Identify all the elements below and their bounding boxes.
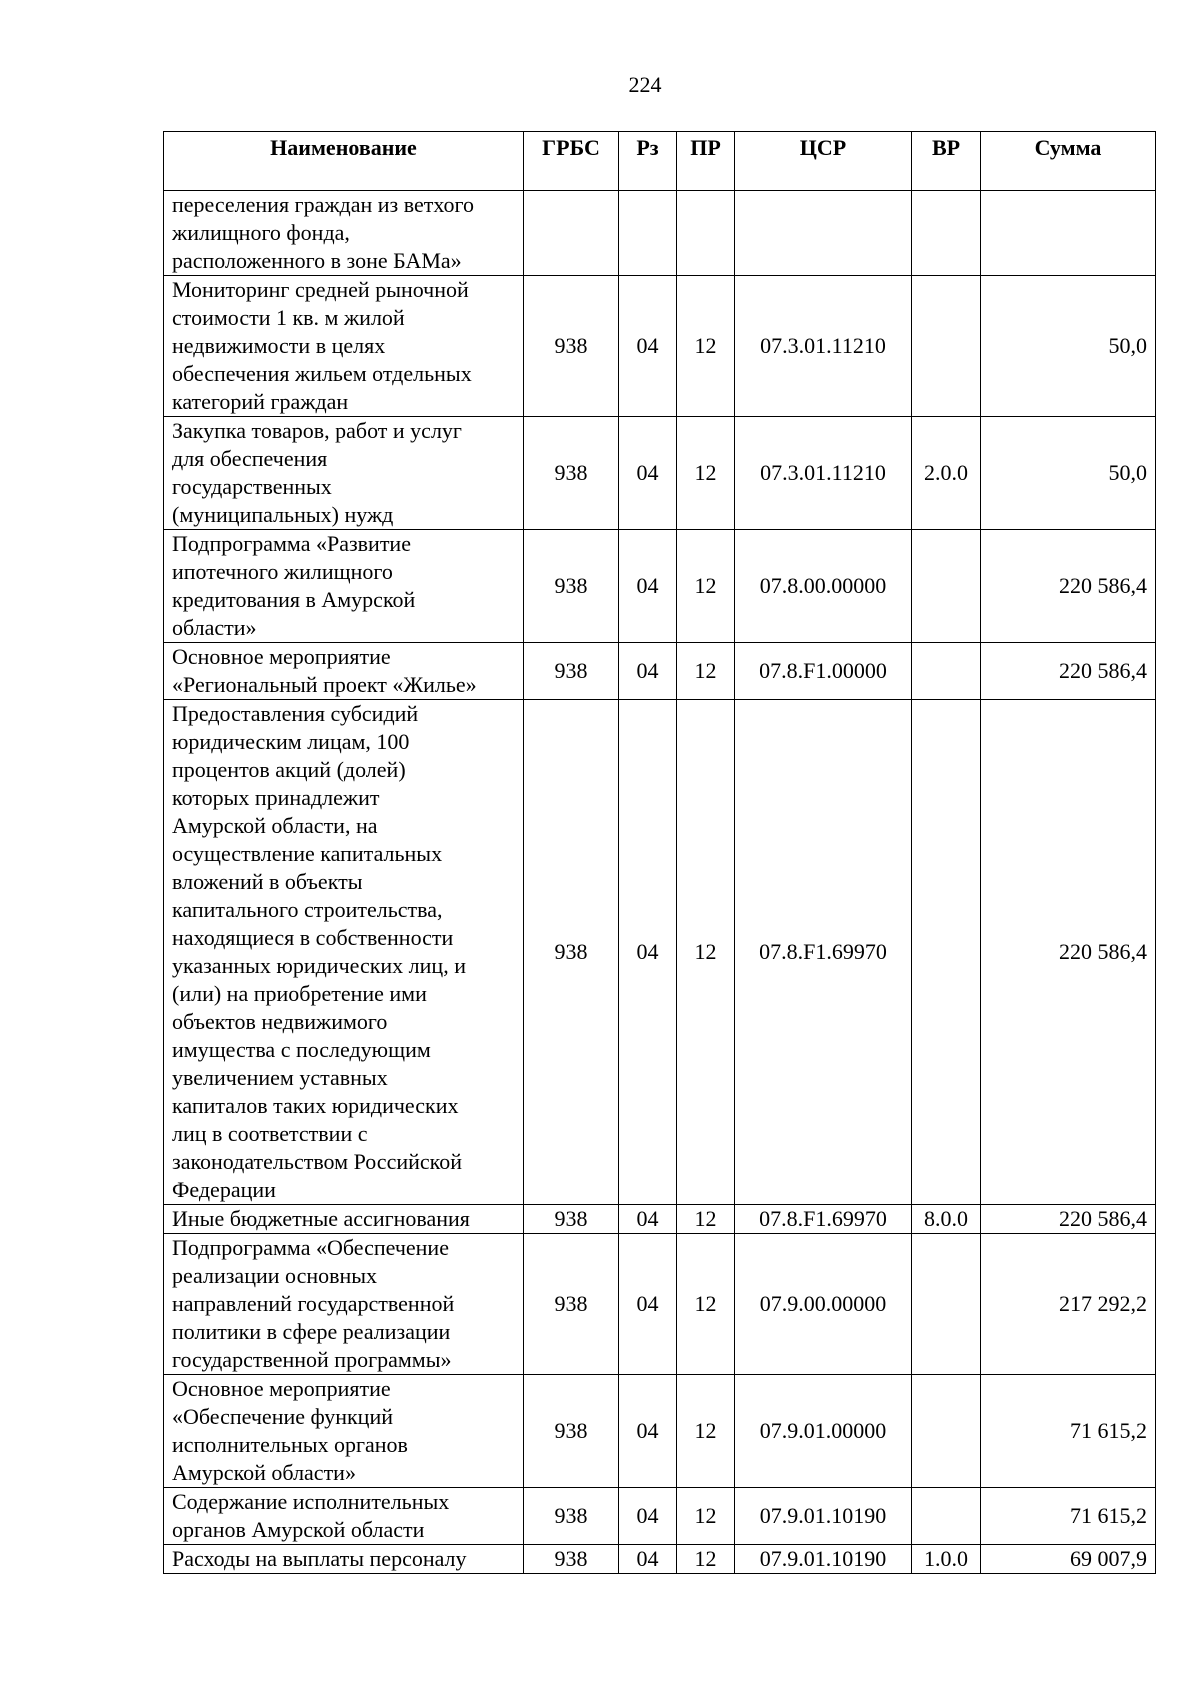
row-grbs-cell: 938 <box>524 643 619 700</box>
row-pr-cell: 12 <box>677 276 735 417</box>
row-rz-cell: 04 <box>619 643 677 700</box>
header-sum: Сумма <box>981 132 1156 191</box>
row-csr-cell: 07.8.F1.00000 <box>735 643 912 700</box>
row-vr-cell: 8.0.0 <box>912 1205 981 1234</box>
row-sum-cell: 220 586,4 <box>981 1205 1156 1234</box>
row-name-cell <box>164 1234 524 1375</box>
row-pr-cell: 12 <box>677 1545 735 1574</box>
row-vr-cell <box>912 1234 981 1375</box>
row-name-cell <box>164 1205 524 1234</box>
row-grbs-cell: 938 <box>524 1375 619 1488</box>
row-grbs-cell: 938 <box>524 700 619 1205</box>
row-sum-cell: 71 615,2 <box>981 1488 1156 1545</box>
row-rz-cell <box>619 191 677 276</box>
page-number: 224 <box>628 72 662 97</box>
row-name-cell <box>164 191 524 276</box>
table-row <box>164 191 1156 276</box>
row-csr-cell: 07.8.00.00000 <box>735 530 912 643</box>
row-vr-cell <box>912 1375 981 1488</box>
row-pr-cell: 12 <box>677 417 735 530</box>
row-pr-cell: 12 <box>677 1375 735 1488</box>
budget-table <box>163 131 1156 1574</box>
row-sum-cell: 71 615,2 <box>981 1375 1156 1488</box>
header-csr: ЦСР <box>735 132 912 191</box>
row-csr-cell <box>735 191 912 276</box>
row-name-cell <box>164 643 524 700</box>
row-name-cell <box>164 276 524 417</box>
row-grbs-cell: 938 <box>524 1545 619 1574</box>
table-row <box>164 530 1156 643</box>
row-vr-cell <box>912 530 981 643</box>
row-name-cell <box>164 1545 524 1574</box>
table-body <box>164 191 1156 1574</box>
row-csr-cell: 07.9.01.10190 <box>735 1488 912 1545</box>
row-pr-cell: 12 <box>677 530 735 643</box>
row-pr-cell: 12 <box>677 1205 735 1234</box>
row-rz-cell: 04 <box>619 276 677 417</box>
row-name-cell <box>164 417 524 530</box>
row-csr-cell: 07.9.01.10190 <box>735 1545 912 1574</box>
row-sum-cell: 220 586,4 <box>981 700 1156 1205</box>
row-vr-cell <box>912 700 981 1205</box>
table-row <box>164 276 1156 417</box>
row-name-text: Подпрограмма «Развитие ипотечного жилищного кредитования в Амурской области» <box>172 531 416 640</box>
row-csr-cell: 07.9.01.00000 <box>735 1375 912 1488</box>
table-row <box>164 1205 1156 1234</box>
table-row <box>164 1488 1156 1545</box>
row-pr-cell: 12 <box>677 700 735 1205</box>
row-name-text: Содержание исполнительных органов Амурской области <box>172 1489 450 1542</box>
table-header-row <box>164 132 1156 191</box>
row-rz-cell: 04 <box>619 1205 677 1234</box>
row-grbs-cell <box>524 191 619 276</box>
row-name-text: Расходы на выплаты персоналу <box>172 1546 467 1571</box>
row-name-text: Мониторинг средней рыночной стоимости 1 кв. м жилой недвижимости в целях обеспечения жильем отдельных категорий граждан <box>172 277 472 414</box>
row-name-text: Основное мероприятие «Региональный проект «Жилье» <box>172 644 477 697</box>
row-grbs-cell: 938 <box>524 417 619 530</box>
row-csr-cell: 07.8.F1.69970 <box>735 700 912 1205</box>
row-sum-cell: 50,0 <box>981 276 1156 417</box>
row-vr-cell <box>912 276 981 417</box>
table-row <box>164 1375 1156 1488</box>
row-name-cell <box>164 530 524 643</box>
row-vr-cell <box>912 1488 981 1545</box>
row-name-cell <box>164 700 524 1205</box>
row-name-text: Иные бюджетные ассигнования <box>172 1206 470 1231</box>
row-csr-cell: 07.3.01.11210 <box>735 417 912 530</box>
header-vr: ВР <box>912 132 981 191</box>
table-row <box>164 417 1156 530</box>
row-pr-cell <box>677 191 735 276</box>
row-sum-cell <box>981 191 1156 276</box>
row-name-text: переселения граждан из ветхого жилищного фонда, расположенного в зоне БАМа» <box>172 192 475 273</box>
row-name-text: Закупка товаров, работ и услуг для обеспечения государственных (муниципальных) нужд <box>172 418 462 527</box>
header-name: Наименование <box>164 132 524 191</box>
row-csr-cell: 07.3.01.11210 <box>735 276 912 417</box>
row-sum-cell: 220 586,4 <box>981 643 1156 700</box>
row-name-cell <box>164 1488 524 1545</box>
row-csr-cell: 07.9.00.00000 <box>735 1234 912 1375</box>
row-grbs-cell: 938 <box>524 276 619 417</box>
row-csr-cell: 07.8.F1.69970 <box>735 1205 912 1234</box>
row-sum-cell: 217 292,2 <box>981 1234 1156 1375</box>
row-rz-cell: 04 <box>619 1375 677 1488</box>
row-pr-cell: 12 <box>677 1234 735 1375</box>
row-vr-cell: 1.0.0 <box>912 1545 981 1574</box>
row-sum-cell: 50,0 <box>981 417 1156 530</box>
row-sum-cell: 69 007,9 <box>981 1545 1156 1574</box>
table-row <box>164 643 1156 700</box>
header-rz: Рз <box>619 132 677 191</box>
row-rz-cell: 04 <box>619 417 677 530</box>
table-row <box>164 1234 1156 1375</box>
row-vr-cell: 2.0.0 <box>912 417 981 530</box>
row-rz-cell: 04 <box>619 1488 677 1545</box>
header-grbs: ГРБС <box>524 132 619 191</box>
row-grbs-cell: 938 <box>524 1488 619 1545</box>
row-rz-cell: 04 <box>619 700 677 1205</box>
row-rz-cell: 04 <box>619 1234 677 1375</box>
row-sum-cell: 220 586,4 <box>981 530 1156 643</box>
header-pr: ПР <box>677 132 735 191</box>
row-name-text: Подпрограмма «Обеспечение реализации основных направлений государственной политики в сфере реализации государственной программы» <box>172 1235 455 1372</box>
row-vr-cell <box>912 643 981 700</box>
row-name-text: Основное мероприятие «Обеспечение функций исполнительных органов Амурской области» <box>172 1376 408 1485</box>
row-rz-cell: 04 <box>619 530 677 643</box>
row-vr-cell <box>912 191 981 276</box>
table-row <box>164 700 1156 1205</box>
row-grbs-cell: 938 <box>524 530 619 643</box>
row-grbs-cell: 938 <box>524 1234 619 1375</box>
row-pr-cell: 12 <box>677 1488 735 1545</box>
row-name-cell <box>164 1375 524 1488</box>
table-row <box>164 1545 1156 1574</box>
row-pr-cell: 12 <box>677 643 735 700</box>
row-name-text: Предоставления субсидий юридическим лицам, 100 процентов акций (долей) которых принадлежит Амурской области, на осуществление капитальных вложений в объекты капитального строительства, находящиеся в собственности указанных юридических лиц, и (или) на приобретение ими объектов недвижимого имущества с последующим увеличением уставных капиталов таких юридических лиц в соответствии с законодательством Российской Федерации <box>172 701 466 1202</box>
row-rz-cell: 04 <box>619 1545 677 1574</box>
row-grbs-cell: 938 <box>524 1205 619 1234</box>
